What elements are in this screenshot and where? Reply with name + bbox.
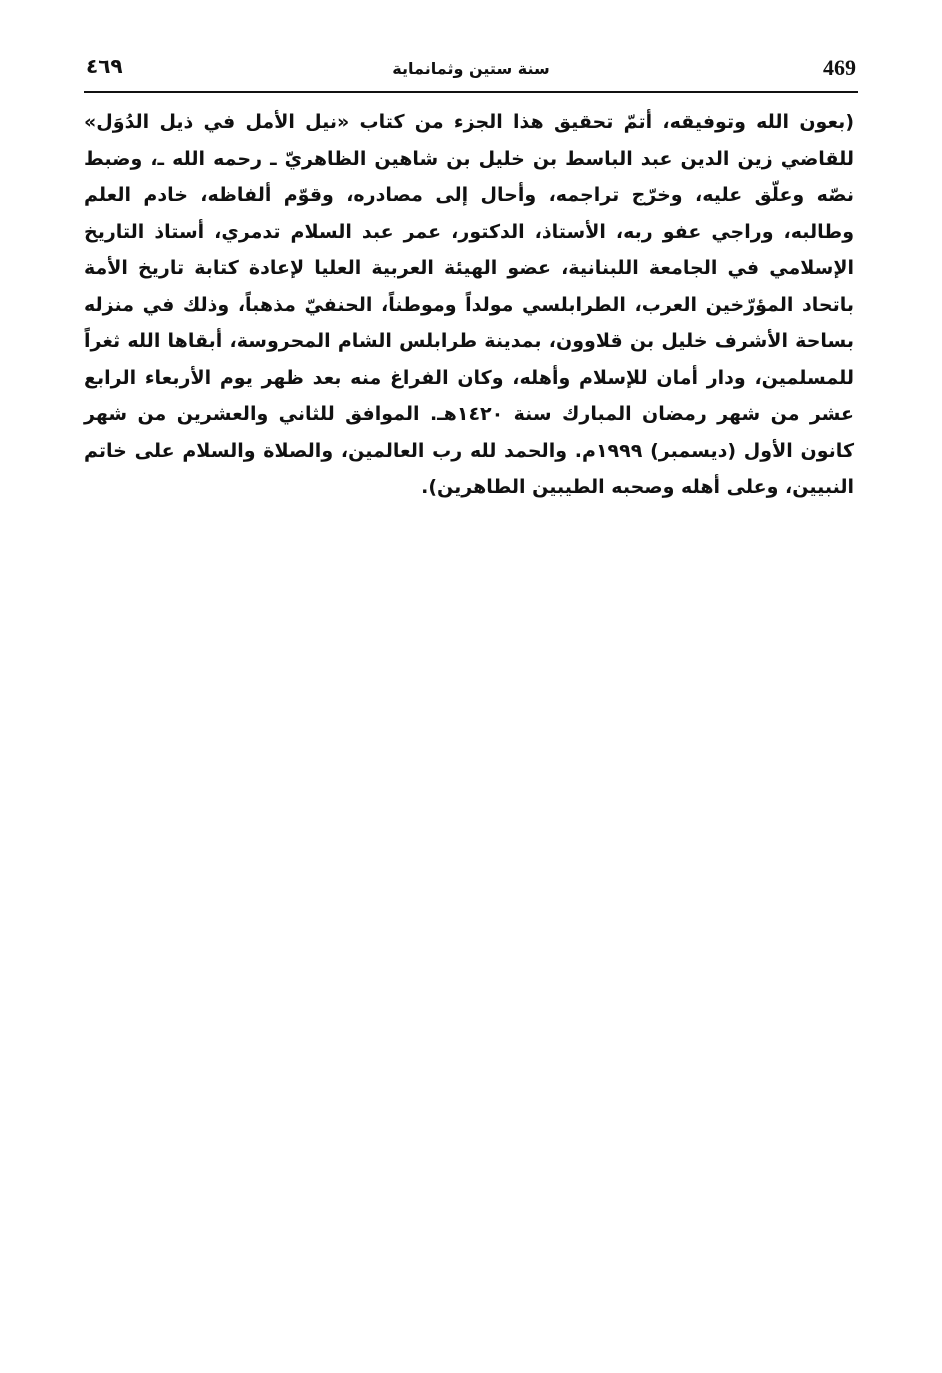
page-number-arabic: ٤٦٩ xyxy=(86,54,123,78)
header-rule xyxy=(84,91,858,93)
page-header xyxy=(86,52,856,88)
running-title: سنة ستين وثمانماية xyxy=(392,59,550,78)
colophon-paragraph: (بعون الله وتوفيقه، أتمّ تحقيق هذا الجزء من كتاب «نيل الأمل في ذيل الدُوَل» للقاضي زين الدين عبد الباسط بن خليل بن شاهين الظاهريّ ـ رحمه الله ـ، وضبط نصّه وعلّق عليه، وخرّج تراجمه، وأحال إلى مصادره، وقوّم ألفاظه، خادم العلم وطالبه، وراجي عفو ربه، الأستاذ، الدكتور، عمر عبد السلام تدمري، أستاذ التاريخ الإسلامي في الجامعة اللبنانية، عضو الهيئة العربية العليا لإعادة كتابة تاريخ الأمة باتحاد المؤرّخين العرب، الطرابلسي مولداً وموطناً، الحنفيّ مذهباً، وذلك في منزله بساحة الأشرف خليل بن قلاوون، بمدينة طرابلس الشام المحروسة، أبقاها الله ثغراً للمسلمين، ودار أمان للإسلام وأهله، وكان الفراغ منه بعد ظهر يوم الأربعاء الرابع عشر من شهر رمضان المبارك سنة ١٤٢٠هـ. الموافق للثاني والعشرين من شهر كانون الأول (ديسمبر) ١٩٩٩م. والحمد لله رب العالمين، والصلاة والسلام على خاتم النبيين، وعلى أهله وصحبه الطيبين الطاهرين). xyxy=(84,111,854,498)
page-number-western: 469 xyxy=(823,55,856,80)
